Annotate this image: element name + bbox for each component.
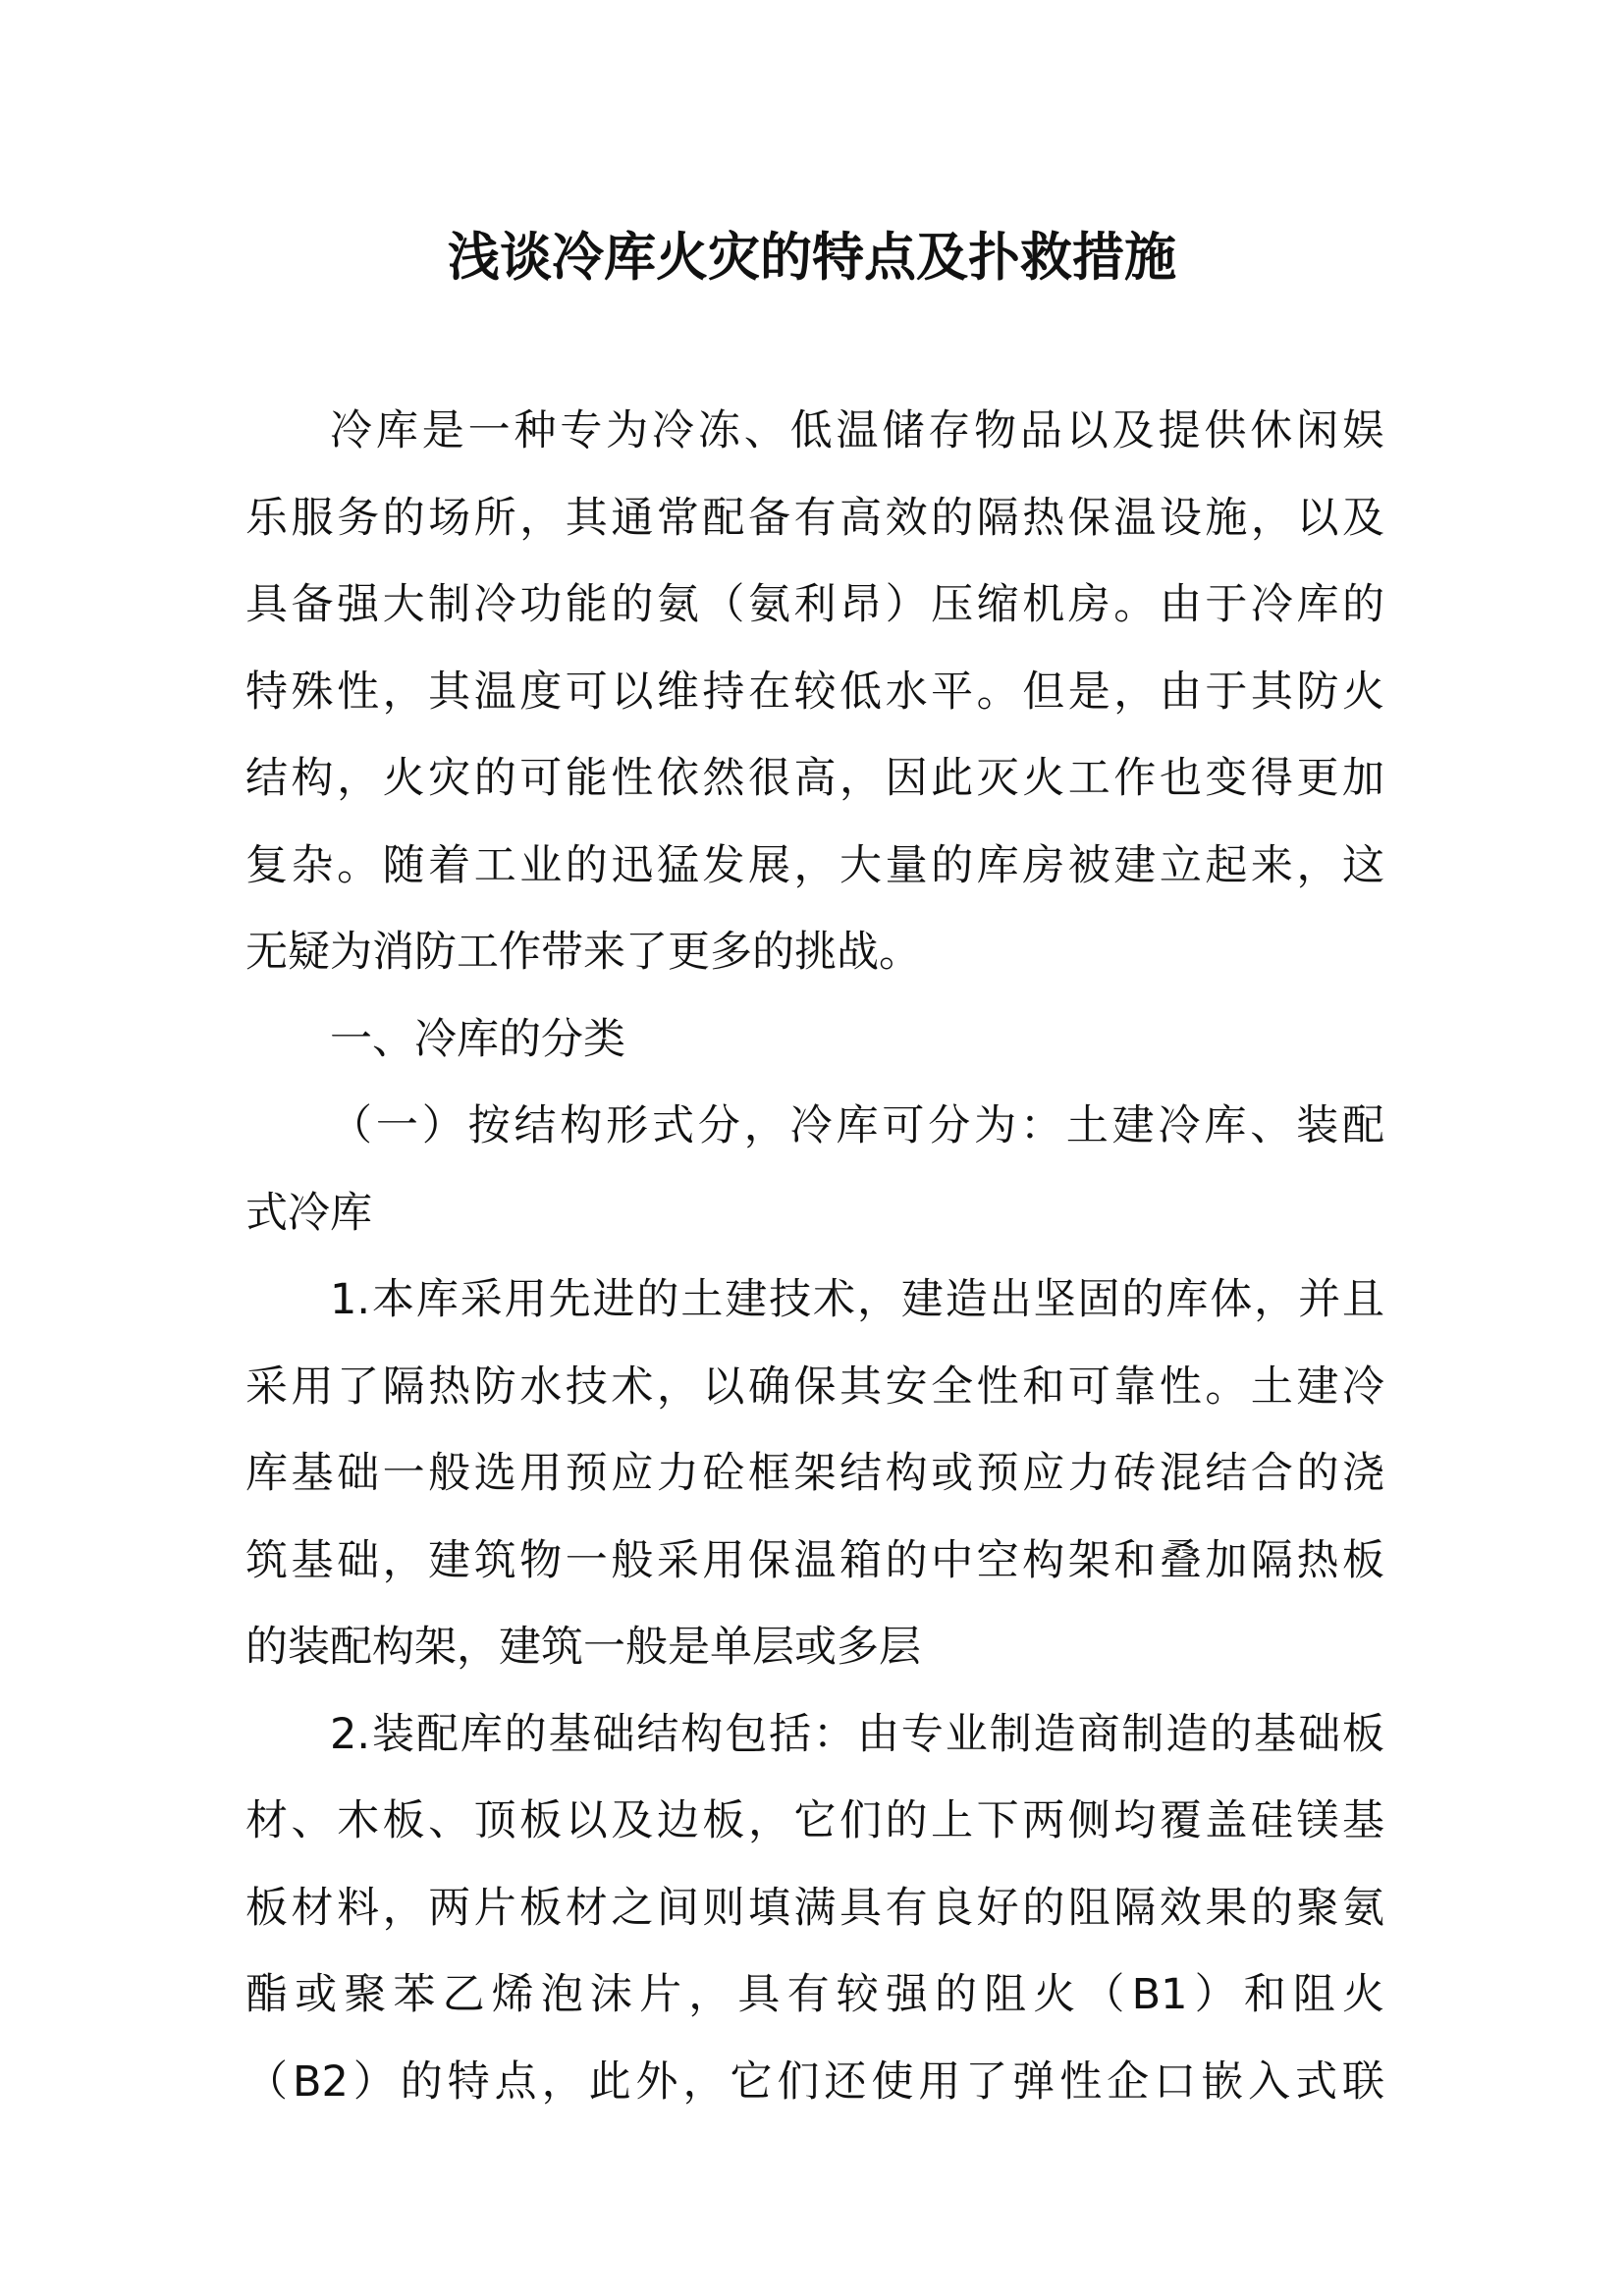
document-body — [245, 388, 1384, 2125]
paragraph-line: （B2）的特点，此外，它们还使用了弹性企口嵌入式联 — [245, 2056, 1384, 2107]
paragraph-line: 无疑为消防工作带来了更多的挑战。 — [245, 928, 921, 977]
paragraph-line: 的装配构架，建筑一般是单层或多层 — [245, 1623, 921, 1672]
paragraph-line: 采用了隔热防水技术，以确保其安全性和可靠性。土建冷 — [245, 1362, 1384, 1412]
section-heading: 一、冷库的分类 — [330, 1014, 625, 1064]
subsection-heading: （一）按结构形式分，冷库可分为：土建冷库、装配 — [330, 1101, 1384, 1150]
paragraph-line: 结构，火灾的可能性依然很高，因此灭火工作也变得更加 — [245, 754, 1384, 803]
paragraph-line: 具备强大制冷功能的氨（氨利昂）压缩机房。由于冷库的 — [245, 580, 1384, 629]
paragraph-line: 冷库是一种专为冷冻、低温储存物品以及提供休闲娱 — [330, 406, 1384, 455]
paragraph-line: 酯或聚苯乙烯泡沫片，具有较强的阻火（B1）和阻火 — [245, 1970, 1384, 2019]
paragraph-line: 材、木板、顶板以及边板，它们的上下两侧均覆盖硅镁基 — [245, 1796, 1384, 1845]
subsection-heading-continued: 式冷库 — [245, 1188, 372, 1238]
document-title: 浅谈冷库火灾的特点及扑救措施 — [448, 228, 1176, 288]
paragraph-line: 板材料，两片板材之间则填满具有良好的阻隔效果的聚氨 — [245, 1883, 1384, 1933]
paragraph-line: 筑基础，建筑物一般采用保温箱的中空构架和叠加隔热板 — [245, 1535, 1384, 1585]
paragraph-line: 复杂。随着工业的迅猛发展，大量的库房被建立起来，这 — [245, 840, 1384, 890]
paragraph-line: 2.装配库的基础结构包括：由专业制造商制造的基础板 — [330, 1709, 1384, 1759]
paragraph-line: 特殊性，其温度可以维持在较低水平。但是，由于其防火 — [245, 667, 1384, 717]
paragraph-line: 库基础一般选用预应力砼框架结构或预应力砖混结合的浇 — [245, 1449, 1384, 1498]
paragraph-line: 1.本库采用先进的土建技术，建造出坚固的库体，并且 — [330, 1275, 1384, 1324]
paragraph-line: 乐服务的场所，其通常配备有高效的隔热保温设施，以及 — [245, 493, 1384, 543]
